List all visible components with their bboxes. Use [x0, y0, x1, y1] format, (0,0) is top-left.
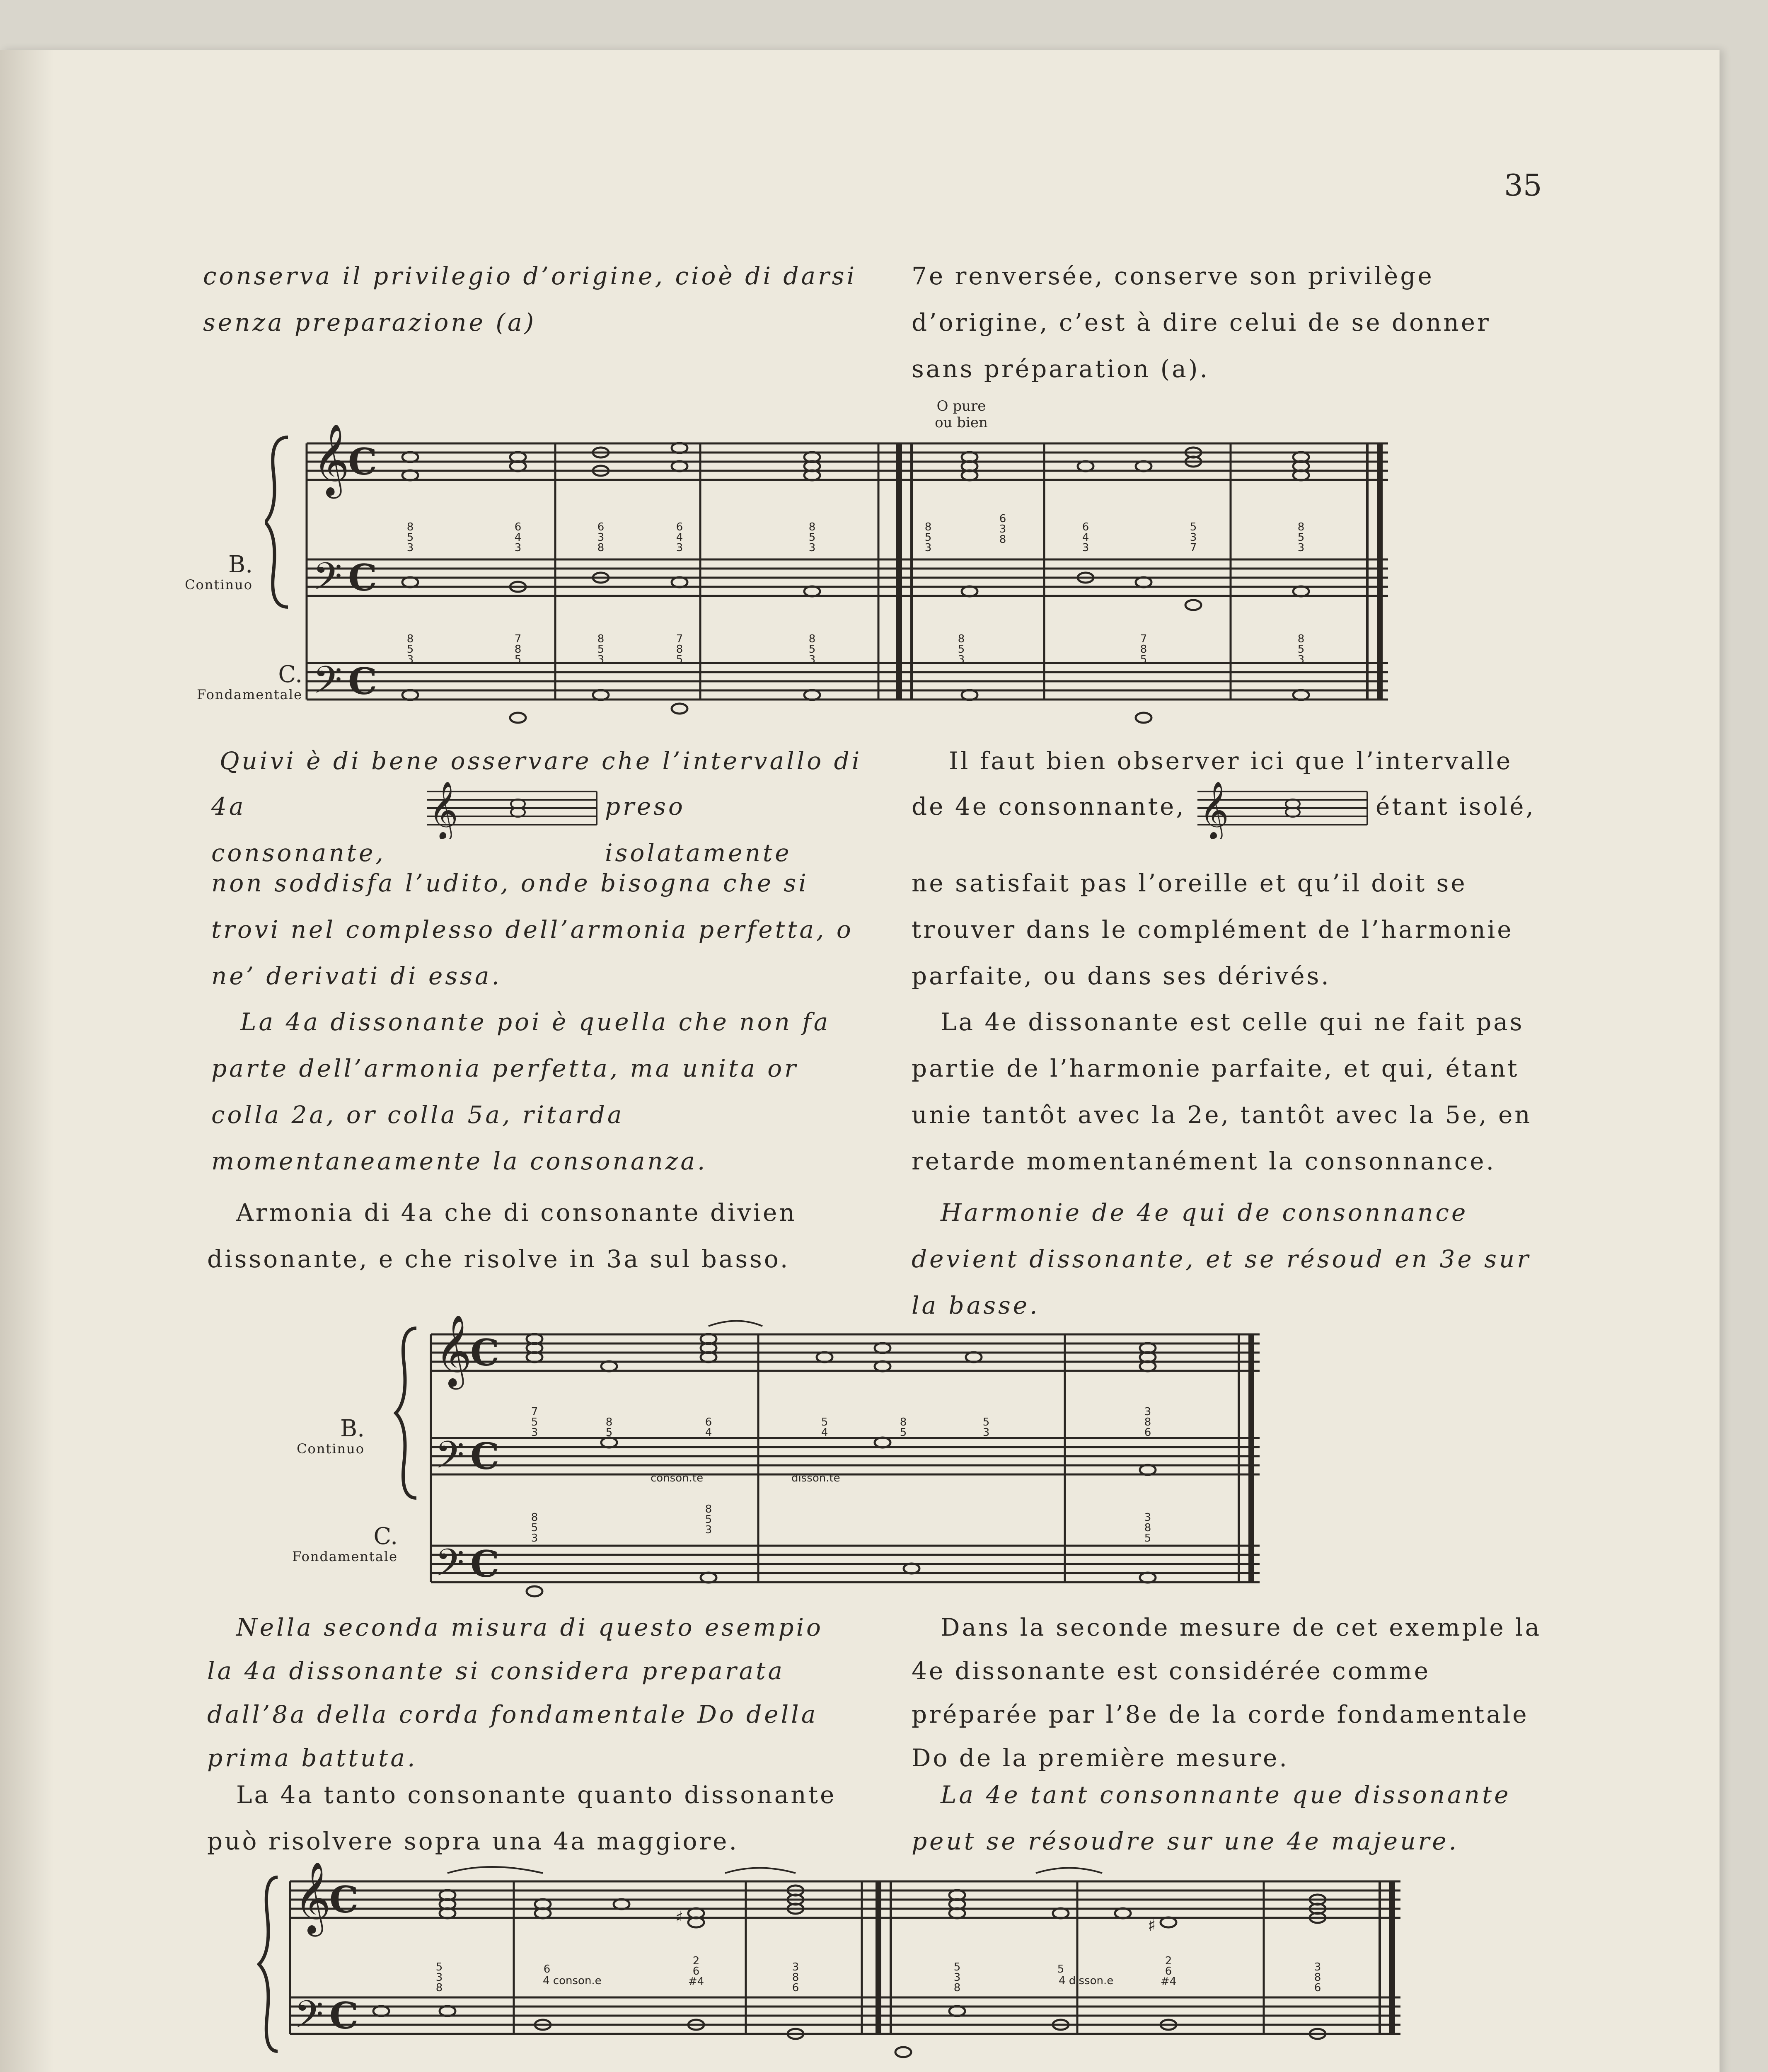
svg-text:3: 3	[808, 654, 816, 666]
svg-text:3: 3	[597, 531, 605, 544]
score2-label-c: C. Fondamentale	[292, 1523, 398, 1564]
svg-text:3: 3	[1190, 531, 1197, 544]
svg-text:8: 8	[1144, 1522, 1151, 1534]
svg-text:5: 5	[605, 1426, 613, 1439]
conson-label-3: 4 conson.e	[543, 1975, 602, 1987]
svg-text:5: 5	[1144, 1532, 1151, 1544]
svg-text:8: 8	[808, 521, 816, 533]
svg-text:8: 8	[1140, 643, 1147, 656]
svg-text:3: 3	[406, 542, 414, 554]
svg-text:4: 4	[821, 1426, 828, 1439]
svg-text:#4: #4	[1160, 1975, 1177, 1988]
svg-text:5: 5	[821, 1416, 828, 1428]
svg-text:5: 5	[1190, 521, 1197, 533]
conson-label: conson.te	[651, 1472, 704, 1484]
svg-text:4: 4	[676, 531, 683, 544]
s2-italian-line2a: 4a consonante,	[211, 792, 386, 867]
music-example-3	[257, 1857, 1409, 2072]
s5-italian: Nella seconda misura di questo esempio la 4a dissonante si considera preparata dall’8a della corda fondamentale Do della prima battuta.	[207, 1613, 823, 1772]
svg-text:8: 8	[435, 1982, 443, 1994]
svg-text:3: 3	[705, 1524, 712, 1536]
fundamental-staff-2	[431, 1546, 1260, 1582]
svg-text:𝄞: 𝄞	[435, 1314, 472, 1387]
svg-text:3: 3	[514, 542, 522, 554]
treble-staff-1	[307, 443, 1388, 480]
svg-text:8: 8	[514, 643, 522, 656]
s2-italian-line1: Quivi è di bene osservare che l’intervallo di	[220, 747, 862, 775]
svg-text:8: 8	[605, 1416, 613, 1428]
s2-french-line2b: étant isolé,	[1376, 792, 1536, 821]
svg-text:8: 8	[406, 633, 414, 645]
inline-staff-italian	[423, 781, 601, 839]
svg-text:C: C	[329, 1994, 359, 2037]
svg-text:4: 4	[514, 531, 522, 544]
s3-french: La 4e dissonante est celle qui ne fait pas partie de l’harmonie parfaite, et qui, étant unie tantôt avec la 2e, tantôt avec la 5e, en retarde momentanément la consonnance.	[912, 1008, 1532, 1175]
svg-text:5: 5	[514, 654, 522, 666]
svg-text:8: 8	[792, 1971, 799, 1984]
svg-text:3: 3	[1314, 1961, 1321, 1973]
s6-italian: La 4a tanto consonante quanto dissonante può risolvere sopra una 4a maggiore.	[207, 1781, 837, 1855]
svg-text:𝄢: 𝄢	[294, 1992, 324, 2045]
svg-text:8: 8	[999, 533, 1006, 546]
svg-text:3: 3	[406, 654, 414, 666]
svg-text:8: 8	[597, 633, 605, 645]
svg-text:3: 3	[435, 1971, 443, 1984]
svg-text:C: C	[348, 556, 377, 599]
svg-text:♯: ♯	[1148, 1916, 1156, 1935]
score1-label-b: B. Continuo	[185, 551, 253, 593]
svg-text:𝄢: 𝄢	[435, 1541, 464, 1594]
svg-text:5: 5	[1297, 531, 1305, 544]
svg-text:2: 2	[692, 1955, 700, 1967]
svg-text:8: 8	[924, 521, 932, 533]
svg-text:8: 8	[900, 1416, 907, 1428]
svg-text:6: 6	[1165, 1965, 1172, 1978]
svg-text:5: 5	[982, 1416, 990, 1428]
s4-italian: Armonia di 4a che di consonante divien dissonante, e che risolve in 3a sul basso.	[207, 1198, 797, 1273]
svg-text:𝄢: 𝄢	[435, 1433, 464, 1486]
intro-french: 7e renversée, conserve son privilège d’origine, c’est à dire celui de se donner sans préparation (a).	[912, 262, 1491, 383]
svg-text:2: 2	[1165, 1955, 1172, 1967]
ou-bien-marker: O pure ou bien	[935, 398, 988, 431]
svg-text:5: 5	[1297, 643, 1305, 656]
svg-text:5: 5	[531, 1416, 538, 1428]
svg-text:𝄞: 𝄞	[313, 424, 350, 496]
svg-text:C: C	[348, 660, 377, 703]
treble-staff-3	[290, 1881, 1400, 1918]
svg-text:6: 6	[1082, 521, 1089, 533]
svg-text:8: 8	[1297, 633, 1305, 645]
svg-text:♯: ♯	[675, 1908, 684, 1927]
svg-text:5: 5	[953, 1961, 961, 1973]
svg-text:5: 5	[808, 643, 816, 656]
svg-text:5: 5	[900, 1426, 907, 1439]
svg-text:5: 5	[808, 531, 816, 544]
svg-text:6: 6	[1144, 1426, 1151, 1439]
svg-text:6: 6	[705, 1416, 712, 1428]
svg-text:8: 8	[705, 1503, 712, 1515]
svg-text:7: 7	[1140, 633, 1147, 645]
bass-staff-1	[307, 559, 1388, 596]
svg-text:8: 8	[531, 1511, 538, 1524]
bass-staff-2	[431, 1438, 1260, 1474]
svg-text:3: 3	[597, 654, 605, 666]
svg-text:3: 3	[953, 1971, 961, 1984]
svg-text:3: 3	[676, 542, 683, 554]
svg-text:6: 6	[792, 1982, 799, 1994]
s4-french: Harmonie de 4e qui de consonnance devient dissonante, et se résoud en 3e sur la basse.	[912, 1198, 1531, 1319]
disson-label: disson.te	[791, 1472, 840, 1484]
bass-staff-3	[290, 1997, 1400, 2034]
svg-text:8: 8	[597, 542, 605, 554]
page-number: 35	[1504, 168, 1542, 203]
s2-french-line1: Il faut bien observer ici que l’intervalle	[949, 747, 1513, 775]
s5-french: Dans la seconde mesure de cet exemple la 4e dissonante est considérée comme préparée par l’8e de la corde fondamentale Do de la première mesure.	[912, 1613, 1542, 1772]
svg-text:3: 3	[999, 523, 1006, 535]
svg-text:3: 3	[808, 542, 816, 554]
svg-text:6: 6	[1314, 1982, 1321, 1994]
svg-text:7: 7	[531, 1406, 538, 1418]
svg-text:3: 3	[1144, 1511, 1151, 1524]
svg-text:8: 8	[953, 1982, 961, 1994]
svg-text:3: 3	[982, 1426, 990, 1439]
svg-text:3: 3	[1144, 1406, 1151, 1418]
svg-text:6: 6	[692, 1965, 700, 1978]
svg-text:7: 7	[676, 633, 683, 645]
svg-text:6: 6	[676, 521, 683, 533]
s2-french-line2a: de 4e consonnante,	[912, 792, 1186, 821]
svg-text:5: 5	[1057, 1963, 1064, 1975]
svg-text:5: 5	[435, 1961, 443, 1973]
svg-text:8: 8	[676, 643, 683, 656]
svg-text:5: 5	[958, 643, 965, 656]
music-example-2	[394, 1297, 1272, 1604]
figures-1	[407, 513, 1305, 666]
svg-text:#4: #4	[688, 1975, 704, 1988]
svg-text:C: C	[470, 1331, 500, 1374]
score1-label-c: C. Fondamentale	[197, 661, 302, 702]
svg-text:3: 3	[1297, 654, 1305, 666]
s2-italian-rest: non soddisfa l’udito, onde bisogna che si trovi nel complesso dell’armonia perfetta, o ne’ derivati di essa.	[211, 869, 854, 990]
svg-text:5: 5	[676, 654, 683, 666]
svg-text:3: 3	[531, 1426, 538, 1439]
svg-text:8: 8	[808, 633, 816, 645]
svg-text:3: 3	[958, 654, 965, 666]
svg-text:5: 5	[1140, 654, 1147, 666]
svg-text:5: 5	[924, 531, 932, 544]
s2-french-rest: ne satisfait pas l’oreille et qu’il doit se trouver dans le complément de l’harmonie parfaite, ou dans ses dérivés.	[912, 869, 1514, 990]
svg-text:3: 3	[1297, 542, 1305, 554]
svg-text:6: 6	[514, 521, 522, 533]
inline-staff-french	[1193, 781, 1371, 839]
treble-staff-2	[431, 1334, 1260, 1371]
music-example-1	[265, 423, 1396, 729]
svg-text:5: 5	[705, 1513, 712, 1526]
disson-label-3: 4 disson.e	[1059, 1975, 1114, 1987]
svg-text:8: 8	[406, 521, 414, 533]
svg-text:5: 5	[597, 643, 605, 656]
svg-text:C: C	[329, 1878, 359, 1921]
svg-text:C: C	[470, 1542, 500, 1585]
svg-text:8: 8	[1144, 1416, 1151, 1428]
svg-text:8: 8	[1297, 521, 1305, 533]
svg-text:5: 5	[406, 531, 414, 544]
svg-text:3: 3	[531, 1532, 538, 1544]
svg-text:C: C	[348, 440, 377, 483]
svg-text:4: 4	[1082, 531, 1089, 544]
svg-text:5: 5	[406, 643, 414, 656]
s3-italian: La 4a dissonante poi è quella che non fa parte dell’armonia perfetta, ma unita or colla 2a, or colla 5a, ritarda momentaneamente la consonanza.	[211, 1008, 831, 1175]
svg-text:𝄞: 𝄞	[1200, 781, 1229, 839]
svg-text:6: 6	[999, 513, 1006, 525]
svg-text:𝄞: 𝄞	[429, 781, 458, 839]
binding-shadow	[0, 50, 54, 2072]
svg-text:3: 3	[924, 542, 932, 554]
s2-italian-line2b: preso isolatamente	[605, 792, 792, 867]
svg-text:𝄢: 𝄢	[313, 658, 342, 711]
fundamental-staff-1	[307, 663, 1388, 700]
svg-text:4: 4	[705, 1426, 712, 1439]
svg-text:C: C	[470, 1435, 500, 1478]
svg-text:6: 6	[543, 1963, 551, 1975]
svg-text:7: 7	[514, 633, 522, 645]
svg-text:8: 8	[1314, 1971, 1321, 1984]
svg-text:3: 3	[1082, 542, 1089, 554]
svg-text:3: 3	[792, 1961, 799, 1973]
score2-label-b: B. Continuo	[297, 1415, 365, 1457]
svg-text:5: 5	[531, 1522, 538, 1534]
intro-italian: conserva il privilegio d’origine, cioè di darsi senza preparazione (a)	[203, 262, 857, 336]
s6-french: La 4e tant consonnante que dissonante peut se résoudre sur une 4e majeure.	[912, 1781, 1511, 1855]
svg-text:6: 6	[597, 521, 605, 533]
svg-text:𝄢: 𝄢	[313, 554, 342, 608]
svg-text:7: 7	[1190, 542, 1197, 554]
svg-text:𝄞: 𝄞	[294, 1861, 331, 1934]
svg-text:8: 8	[958, 633, 965, 645]
